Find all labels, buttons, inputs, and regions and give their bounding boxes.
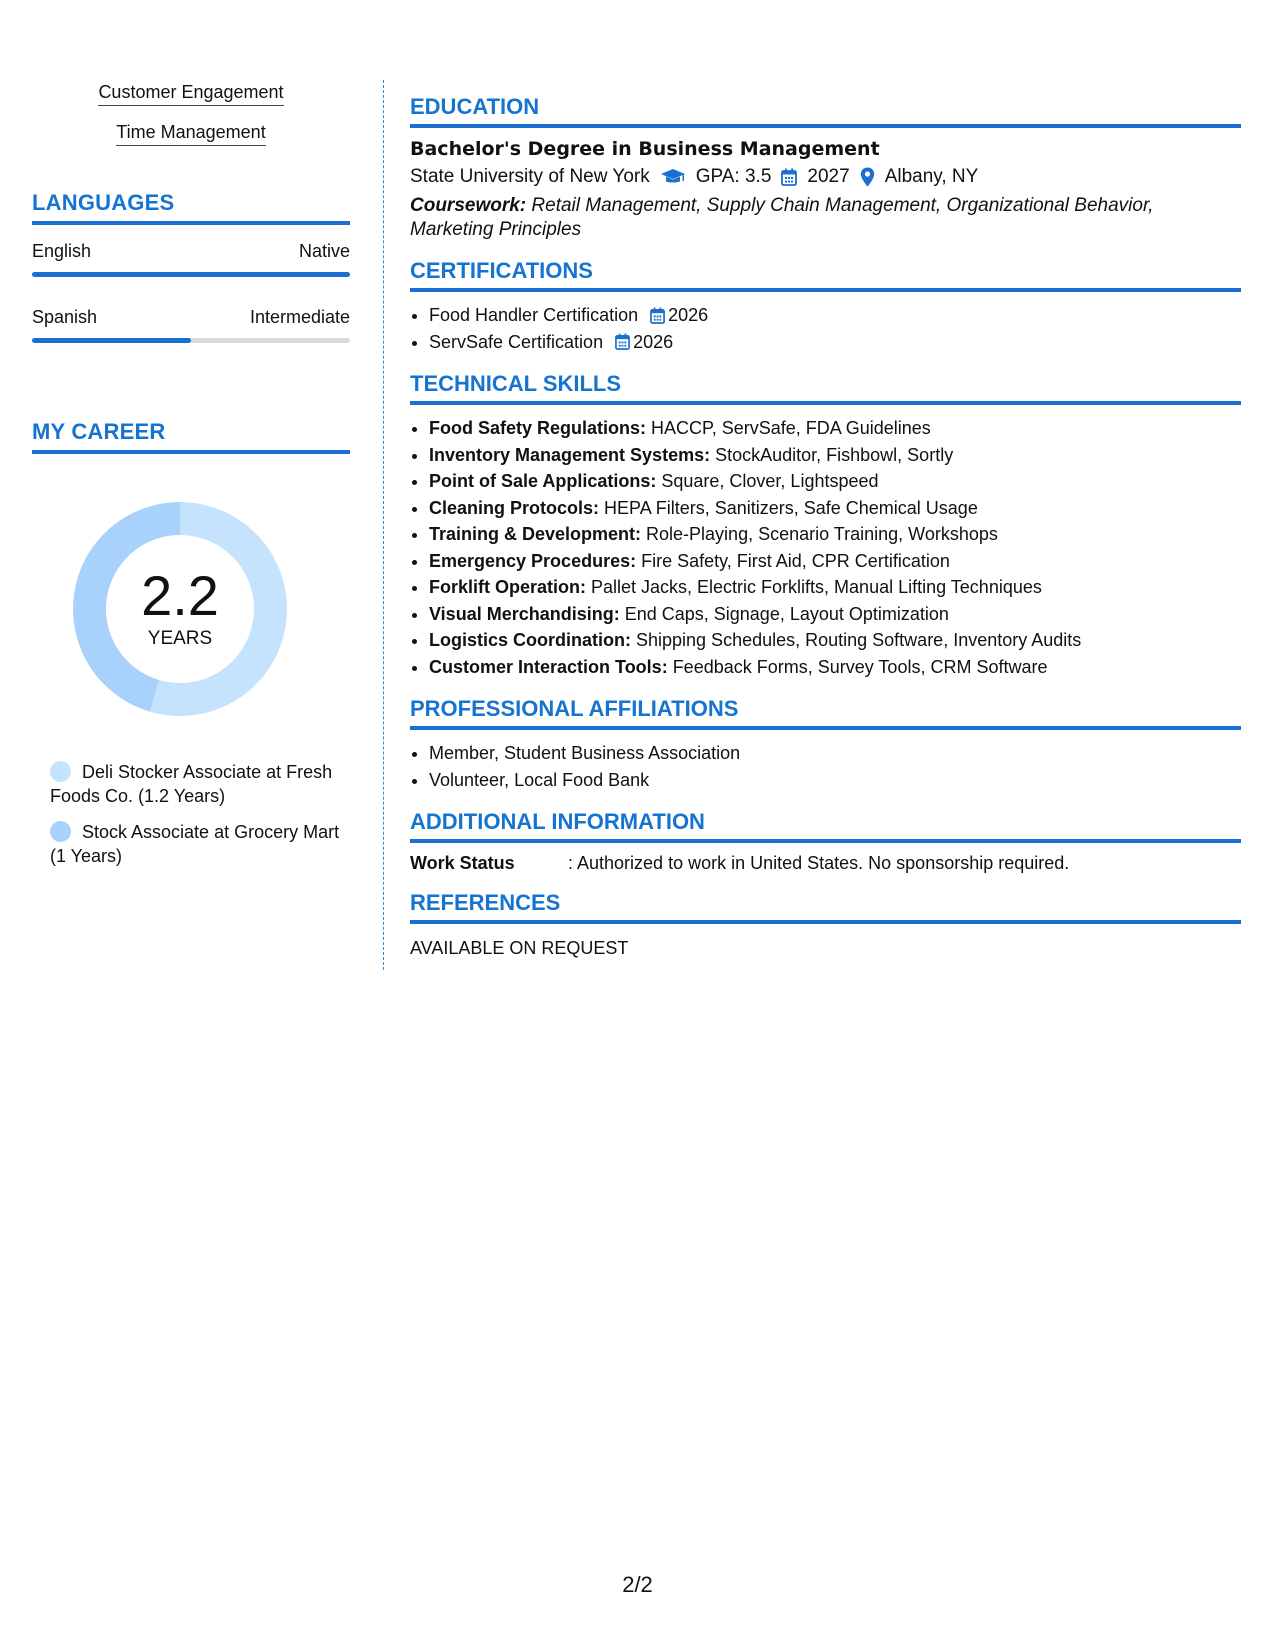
languages-title: LANGUAGES [32, 190, 350, 225]
education-title: EDUCATION [410, 94, 1241, 128]
technical-skills-title: TECHNICAL SKILLS [410, 371, 1241, 405]
career-total-unit: YEARS [147, 628, 213, 649]
calendar-icon [781, 168, 797, 186]
skill-item [429, 574, 1241, 601]
skill-category: Food Safety Regulations: [429, 418, 647, 438]
skill-details: HACCP, ServSafe, FDA Guidelines [646, 418, 931, 438]
skill-tag-wrap [32, 82, 350, 106]
technical-skills-section [410, 371, 1241, 680]
skill-item [429, 654, 1241, 681]
coursework-label: Coursework: [410, 195, 527, 216]
skill-details: Feedback Forms, Survey Tools, CRM Software [667, 656, 1048, 677]
skill-details: Square, Clover, Lightspeed [656, 471, 879, 491]
skill-category: Point of Sale Applications: [429, 471, 657, 491]
location-pin-icon [860, 167, 875, 187]
education-details [410, 166, 1241, 188]
skill-category: Emergency Procedures: [429, 550, 637, 571]
career-legend-dot [50, 821, 71, 842]
skill-details: Shipping Schedules, Routing Software, Inventory Audits [631, 630, 1082, 650]
career-legend-dot [50, 761, 71, 782]
page-number: 2/2 [622, 1572, 653, 1597]
certification-name: • Food Handler Certification [429, 305, 639, 325]
school-location: Albany, NY [884, 166, 979, 187]
affiliations-title: PROFESSIONAL AFFILIATIONS [410, 696, 1241, 730]
certification-item [429, 302, 1241, 329]
work-status-row [410, 853, 1241, 874]
work-status-value: : Authorized to work in United States. No sponsorship required. [568, 853, 1070, 873]
right-column [410, 94, 1241, 975]
language-proficiency-bar [32, 338, 350, 343]
coursework-list: Retail Management, Supply Chain Management, Organizational Behavior, Marketing Principles [410, 195, 1154, 240]
calendar-icon [615, 333, 630, 350]
left-column [32, 82, 350, 880]
school-name: State University of New York [410, 166, 650, 187]
affiliation-item: • Volunteer, Local Food Bank [429, 767, 1241, 794]
gpa: GPA: 3.5 [695, 166, 772, 187]
certifications-title: CERTIFICATIONS [410, 258, 1241, 292]
career-title: MY CAREER [32, 419, 350, 454]
certification-year: 2026 [668, 305, 709, 325]
language-item [32, 307, 350, 343]
graduation-year: 2027 [807, 166, 850, 187]
skill-category: Cleaning Protocols: [429, 497, 600, 518]
skill-item [429, 415, 1241, 442]
career-legend-item [50, 760, 350, 808]
career-legend-item [50, 820, 350, 868]
career-total-years: 2.2 [141, 564, 219, 627]
career-legend [50, 760, 350, 868]
career-donut [65, 494, 295, 724]
skill-item [429, 601, 1241, 628]
technical-skills-list [410, 415, 1241, 680]
skill-item [429, 442, 1241, 469]
certification-year: 2026 [633, 331, 674, 352]
certifications-list [410, 302, 1241, 355]
work-status-label: Work Status [410, 853, 515, 873]
language-proficiency-fill [32, 338, 191, 343]
affiliations-section [410, 696, 1241, 793]
language-name: Spanish [32, 307, 98, 327]
skill-item [429, 627, 1241, 654]
certification-name: • ServSafe Certification [429, 331, 604, 352]
calendar-icon [650, 307, 665, 324]
coursework [410, 194, 1241, 242]
skill-category: Customer Interaction Tools: [429, 656, 668, 677]
skill-category: Logistics Coordination: [429, 630, 631, 650]
additional-info-title: ADDITIONAL INFORMATION [410, 809, 1241, 843]
skill-details: HEPA Filters, Sanitizers, Safe Chemical Usage [599, 497, 978, 518]
degree-name: Bachelor's Degree in Business Management [410, 138, 880, 160]
affiliations-list [410, 740, 1241, 793]
language-proficiency-fill [32, 272, 350, 277]
skill-item [429, 548, 1241, 575]
language-name: English [32, 241, 92, 261]
skill-tag: Customer Engagement [98, 82, 283, 106]
language-level: Native [298, 241, 350, 261]
skill-item [429, 495, 1241, 522]
skill-details: Role-Playing, Scenario Training, Workshops [641, 524, 998, 544]
skill-details: Pallet Jacks, Electric Forklifts, Manual Lifting Techniques [586, 577, 1042, 597]
career-legend-label: Deli Stocker Associate at Fresh Foods Co. (1.2 Years) [50, 762, 333, 806]
language-item [32, 241, 350, 277]
skill-tag-wrap [32, 122, 350, 146]
skill-details: Fire Safety, First Aid, CPR Certification [636, 550, 950, 571]
references-section [410, 890, 1241, 959]
graduation-cap-icon [660, 168, 686, 186]
skill-details: End Caps, Signage, Layout Optimization [619, 603, 949, 624]
skill-category: Forklift Operation: [429, 577, 586, 597]
skill-item [429, 468, 1241, 495]
skill-category: Visual Merchandising: [429, 603, 620, 624]
skill-details: StockAuditor, Fishbowl, Sortly [710, 444, 954, 465]
affiliation-item: • Member, Student Business Association [429, 740, 1241, 767]
column-divider [383, 80, 384, 970]
career-legend-label: Stock Associate at Grocery Mart (1 Years) [50, 822, 340, 866]
references-text: AVAILABLE ON REQUEST [410, 938, 629, 958]
additional-info-section [410, 809, 1241, 874]
skill-item [429, 521, 1241, 548]
language-proficiency-bar [32, 272, 350, 277]
skill-category: Inventory Management Systems: [429, 444, 711, 465]
language-level: Intermediate [249, 307, 350, 327]
certification-item [429, 329, 1241, 356]
skill-tag: Time Management [116, 122, 265, 146]
skill-category: Training & Development: [429, 524, 642, 544]
education-section [410, 94, 1241, 242]
references-title: REFERENCES [410, 890, 1241, 924]
certifications-section [410, 258, 1241, 355]
